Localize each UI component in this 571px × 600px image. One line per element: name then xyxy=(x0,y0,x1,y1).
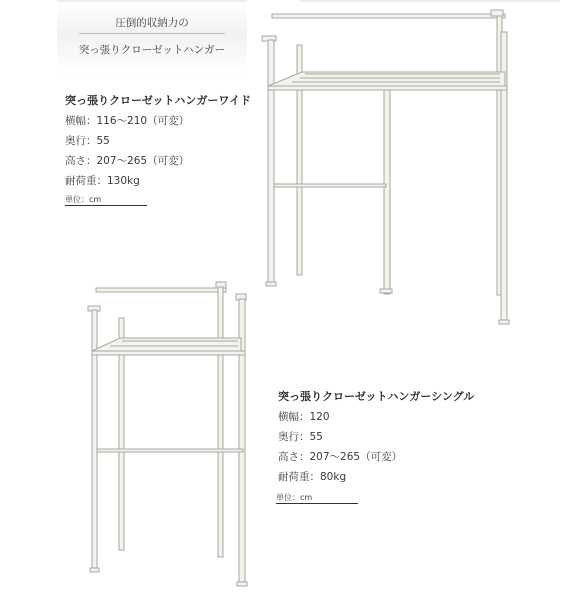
single-unit: 単位：cm xyxy=(276,493,313,502)
single-height: 高さ：207～265（可変） xyxy=(278,451,403,463)
wide-load: 耐荷重：130kg xyxy=(65,175,140,187)
wide-title: 突っ張りクローゼットハンガーワイド xyxy=(65,94,252,107)
single-title: 突っ張りクローゼットハンガーシングル xyxy=(278,390,475,403)
header-line-1: 圧倒的収納力の xyxy=(115,17,189,29)
single-width: 横幅：120 xyxy=(278,411,330,423)
wide-height: 高さ：207～265（可変） xyxy=(65,155,190,167)
single-depth: 奥行：55 xyxy=(278,431,323,443)
wide-width: 横幅：116～210（可変） xyxy=(65,115,190,127)
wide-unit: 単位：cm xyxy=(65,195,102,204)
wide-depth: 奥行：55 xyxy=(65,135,110,147)
single-load: 耐荷重：80kg xyxy=(278,471,347,483)
header-line-2: 突っ張りクローゼットハンガー xyxy=(78,44,226,56)
